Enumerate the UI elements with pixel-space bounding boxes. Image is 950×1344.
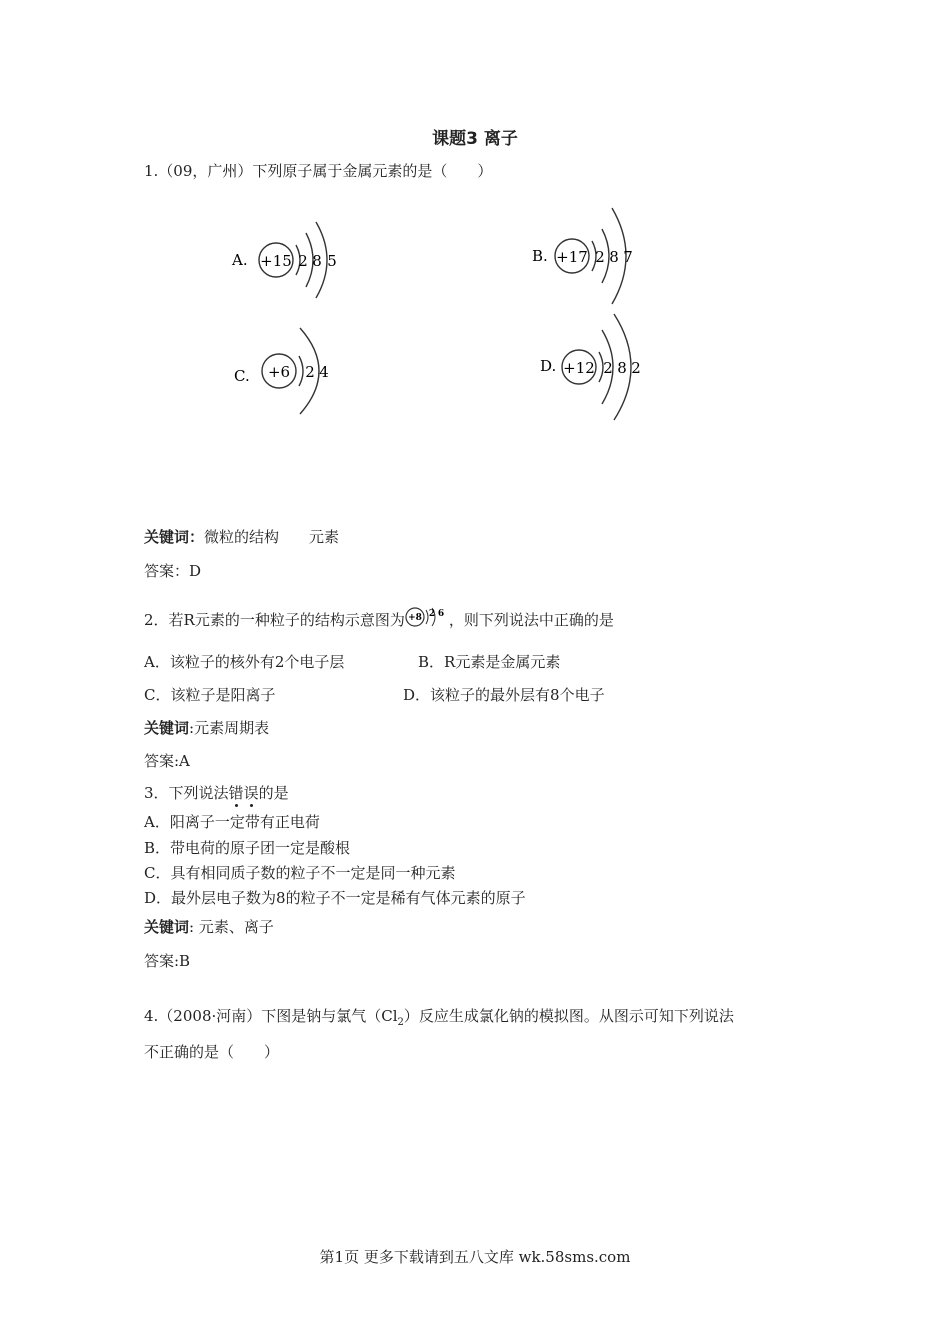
- option-d-label: D.: [540, 357, 557, 375]
- page-footer: 第1页 更多下载请到五八文库 wk.58sms.com: [319, 1248, 631, 1266]
- page-title: 课题3 离子: [432, 129, 518, 149]
- keyword-text: 微粒的结构 元素: [204, 528, 340, 546]
- question-2-option-b: B．R元素是金属元素: [418, 653, 561, 671]
- nucleus-charge: +12: [563, 359, 595, 377]
- shell-electrons: 5: [327, 252, 337, 270]
- question-3-option-d: D．最外层电子数为8的粒子不一定是稀有气体元素的原子: [144, 889, 526, 907]
- atom-diagram-d: [540, 314, 641, 420]
- shell-electrons: 8: [312, 252, 322, 270]
- question-3-keywords: [144, 917, 274, 937]
- shell-electrons: 8: [617, 359, 627, 377]
- atom-structure-diagrams: [0, 0, 950, 520]
- question-3-option-c: C．具有相同质子数的粒子不一定是同一种元素: [144, 864, 456, 882]
- shell-electrons: 2: [631, 359, 641, 377]
- shell-electrons: 6: [437, 609, 444, 619]
- keyword-text: :元素周期表: [189, 719, 270, 737]
- keyword-label: 关键词: [144, 719, 190, 737]
- nucleus-charge: +15: [260, 252, 292, 270]
- inline-structure-diagram: [405, 607, 449, 629]
- stem-text: 2．若R元素的一种粒子的结构示意图为: [144, 611, 405, 629]
- shell-electrons: 2: [595, 248, 605, 266]
- question-3-answer: 答案:B: [144, 952, 191, 970]
- shell-electrons: 7: [623, 248, 633, 266]
- question-2-answer: 答案:A: [144, 752, 190, 770]
- stem-text: ，则下列说法中正确的是: [448, 611, 614, 629]
- atom-diagram-a: [231, 222, 337, 298]
- option-a-label: A.: [232, 251, 248, 269]
- shell-electrons: 2: [305, 363, 315, 381]
- nucleus-charge: +17: [556, 248, 588, 266]
- shell-electrons: 8: [609, 248, 619, 266]
- stem-text: 的是: [258, 784, 289, 802]
- shell-electrons: 2: [428, 609, 435, 619]
- emphasis-char: 误: [243, 784, 259, 802]
- emphasis-char: 错: [228, 784, 244, 802]
- question-4-stem-line1: [144, 1006, 734, 1033]
- question-3-option-a: A．阳离子一定带有正电荷: [144, 813, 320, 831]
- question-4-stem-line2: 不正确的是（ ）: [144, 1043, 280, 1061]
- shell-electrons: 2: [298, 252, 308, 270]
- option-c-label: C.: [234, 367, 250, 385]
- nucleus-charge: +8: [407, 613, 422, 623]
- question-2-option-c: C．该粒子是阳离子: [144, 686, 276, 704]
- shell-electrons: 2: [603, 359, 613, 377]
- subscript: 2: [397, 1017, 404, 1028]
- shell-electrons: 4: [319, 363, 329, 381]
- option-b-label: B.: [532, 247, 548, 265]
- question-3-option-b: B．带电荷的原子团一定是酸根: [144, 839, 351, 857]
- atom-diagram-b: [532, 208, 633, 304]
- question-2-option-a: A．该粒子的核外有2个电子层: [144, 653, 345, 671]
- nucleus-charge: +6: [267, 363, 291, 381]
- question-2-keywords: [144, 718, 269, 738]
- question-3-stem: [144, 783, 289, 803]
- question-1-keywords: [144, 527, 339, 547]
- keyword-label: 关键词：: [144, 528, 205, 546]
- question-1-answer: 答案：D: [144, 562, 202, 580]
- stem-text: ）反应生成氯化钠的模拟图。从图示可知下列说法: [403, 1007, 734, 1025]
- atom-diagram-c: [234, 328, 329, 414]
- stem-text: 3．下列说法: [144, 784, 229, 802]
- keyword-text: : 元素、离子: [189, 918, 274, 936]
- question-2-option-d: D．该粒子的最外层有8个电子: [403, 686, 605, 704]
- question-1-stem: 1.（09，广州）下列原子属于金属元素的是（ ）: [144, 162, 493, 180]
- question-2-stem: [144, 607, 614, 630]
- stem-text: 4.（2008·河南）下图是钠与氯气（Cl: [144, 1007, 398, 1025]
- keyword-label: 关键词: [144, 918, 190, 936]
